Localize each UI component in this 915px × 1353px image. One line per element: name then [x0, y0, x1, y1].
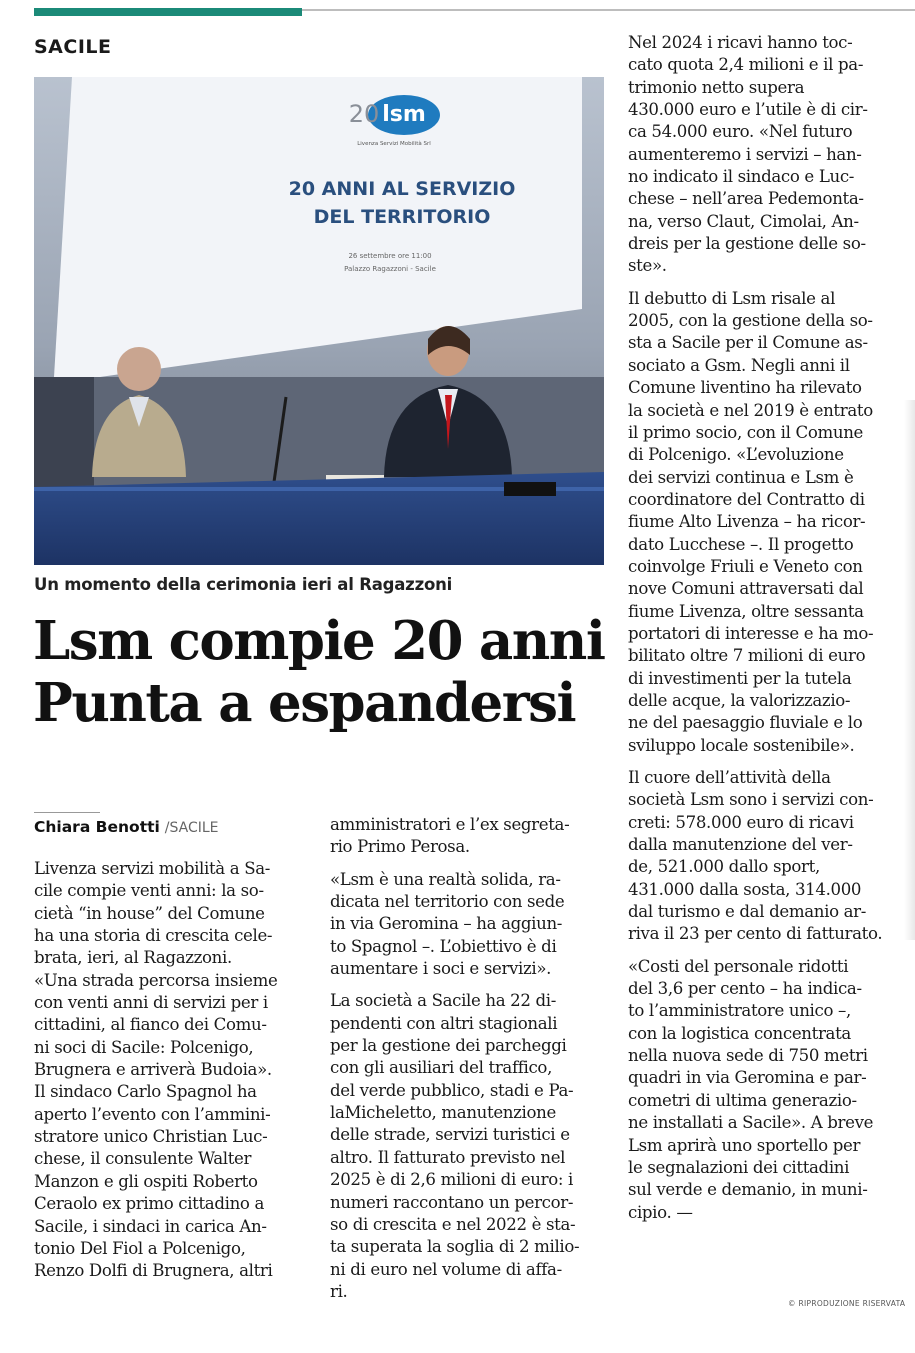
section-label: SACILE — [34, 36, 112, 58]
text-line: di investimenti per la tutela — [628, 668, 852, 688]
paragraph-gap — [628, 946, 902, 956]
logo-number: 20 — [348, 100, 380, 128]
article-column-2 — [330, 814, 600, 1303]
text-line: Il sindaco Carlo Spagnol ha — [34, 1082, 257, 1102]
text-line: cipio. — — [628, 1202, 693, 1222]
section-accent-bar — [34, 8, 302, 16]
text-line: dei servizi continua e Lsm è — [628, 467, 854, 487]
text-line: aumenteremo i servizi – han- — [628, 144, 862, 164]
text-line: sociato a Gsm. Negli anni il — [628, 355, 850, 375]
screen-title-line2: DEL TERRITORIO — [313, 206, 491, 228]
headline-line2: Punta a espandersi — [33, 672, 576, 734]
text-line: cietà “in house” del Comune — [34, 903, 265, 923]
text-line: con venti anni di servizi per i — [34, 993, 268, 1013]
text-line: delle strade, servizi turistici e — [330, 1125, 570, 1145]
text-line: del 3,6 per cento – ha indica- — [628, 979, 862, 999]
text-line: Sacile, i sindaci in carica An- — [34, 1216, 267, 1236]
text-line: ne del paesaggio fluviale e lo — [628, 713, 863, 733]
text-line: numeri raccontano un percor- — [330, 1192, 574, 1212]
text-line: «Lsm è una realtà solida, ra- — [330, 869, 561, 889]
logo-subtitle: Livenza Servizi Mobilità Srl — [357, 141, 431, 147]
text-line: amministratori e l’ex segreta- — [330, 815, 570, 834]
text-line: nella nuova sede di 750 metri — [628, 1046, 868, 1066]
text-line: Il cuore dell’attività della — [628, 768, 831, 787]
text-line: chese, il consulente Walter — [34, 1149, 252, 1169]
article-column-3 — [628, 32, 902, 1224]
text-line: sviluppo locale sostenibile». — [628, 735, 855, 755]
text-line: ni di euro nel volume di affa- — [330, 1259, 562, 1279]
text-line: ri. — [330, 1281, 348, 1301]
text-line: coinvolge Friuli e Veneto con — [628, 556, 863, 576]
text-line: Ceraolo ex primo cittadino a — [34, 1194, 265, 1214]
text-line: aperto l’evento con l’ammini- — [34, 1104, 271, 1124]
text-line: dato Lucchese –. Il progetto — [628, 534, 854, 554]
text-line: ha una storia di crescita cele- — [34, 926, 273, 946]
text-line: la società e nel 2019 è entrato — [628, 400, 873, 420]
text-line: de, 521.000 dallo sport, — [628, 857, 820, 877]
text-line: sta a Sacile per il Comune as- — [628, 333, 868, 353]
text-line: La società a Sacile ha 22 di- — [330, 991, 557, 1011]
paragraph-gap — [330, 980, 600, 990]
text-line: na, verso Claut, Cimolai, An- — [628, 211, 859, 231]
text-line: di Polcenigo. «L’evoluzione — [628, 445, 844, 465]
text-line: rio Primo Perosa. — [330, 837, 470, 857]
text-line: Lsm aprirà uno sportello per — [628, 1135, 861, 1155]
text-line: Comune liventino ha rilevato — [628, 378, 862, 398]
text-line: altro. Il fatturato previsto nel — [330, 1147, 566, 1167]
text-line: trimonio netto supera — [628, 77, 805, 97]
text-line: ste». — [628, 256, 667, 276]
text-line: dicata nel territorio con sede — [330, 892, 565, 912]
byline-separator: / — [164, 820, 170, 836]
text-line: to Spagnol –. L’obiettivo è di — [330, 936, 557, 956]
screen-date: 26 settembre ore 11:00 — [348, 252, 432, 260]
text-line: cile compie venti anni: la so- — [34, 881, 264, 901]
text-line: brata, ieri, al Ragazzoni. — [34, 948, 232, 968]
text-line: cometri di ultima generazio- — [628, 1090, 857, 1110]
screen-place: Palazzo Ragazzoni - Sacile — [344, 265, 436, 273]
text-line: del verde pubblico, stadi e Pa- — [330, 1080, 574, 1100]
headline-line1: Lsm compie 20 anni — [33, 610, 605, 672]
text-line: to l’amministratore unico –, — [628, 1001, 851, 1021]
text-line: 2005, con la gestione della so- — [628, 311, 873, 331]
page-edge-shadow — [904, 400, 915, 940]
text-line: Il debutto di Lsm risale al — [628, 288, 836, 308]
text-line: ta superata la soglia di 2 milio- — [330, 1237, 580, 1257]
text-line: con gli ausiliari del traffico, — [330, 1058, 552, 1078]
text-line: «Costi del personale ridotti — [628, 956, 849, 976]
paragraph-gap — [628, 278, 902, 288]
text-line: le segnalazioni dei cittadini — [628, 1157, 850, 1177]
text-line: Renzo Dolfi di Brugnera, altri — [34, 1261, 273, 1281]
text-line: con la logistica concentrata — [628, 1023, 851, 1043]
text-line: 431.000 dalla sosta, 314.000 — [628, 879, 862, 899]
text-line: tonio Del Fiol a Polcenigo, — [34, 1238, 246, 1258]
paragraph-gap — [330, 859, 600, 869]
text-line: Livenza servizi mobilità a Sa- — [34, 859, 271, 878]
text-line: Nel 2024 i ricavi hanno toc- — [628, 33, 853, 52]
text-line: riva il 23 per cento di fatturato. — [628, 924, 883, 944]
text-line: «Una strada percorsa insieme — [34, 970, 278, 990]
text-line: bilitato oltre 7 milioni di euro — [628, 646, 866, 666]
text-line: so di crescita e nel 2022 è sta- — [330, 1214, 576, 1234]
text-line: portatori di interesse e ha mo- — [628, 623, 874, 643]
text-line: ni soci di Sacile: Polcenigo, — [34, 1037, 254, 1057]
text-line: laMicheletto, manutenzione — [330, 1103, 556, 1123]
text-line: chese – nell’area Pedemonta- — [628, 189, 864, 209]
byline — [34, 818, 219, 836]
text-line: fiume Alto Livenza – ha ricor- — [628, 512, 866, 532]
text-line: cato quota 2,4 milioni e il pa- — [628, 55, 864, 75]
text-line: no indicato il sindaco e Luc- — [628, 167, 855, 187]
text-line: pendenti con altri stagionali — [330, 1013, 558, 1033]
screen-title-line1: 20 ANNI AL SERVIZIO — [288, 178, 516, 200]
text-line: delle acque, la valorizzazio- — [628, 690, 851, 710]
photo-caption: Un momento della cerimonia ieri al Ragazzoni — [34, 575, 453, 594]
text-line: cittadini, al fianco dei Comu- — [34, 1015, 267, 1035]
text-line: Manzon e gli ospiti Roberto — [34, 1171, 258, 1191]
text-line: dal turismo e dal demanio ar- — [628, 902, 867, 922]
text-line: 2025 è di 2,6 milioni di euro: i — [330, 1170, 573, 1190]
text-line: dalla manutenzione del ver- — [628, 835, 853, 855]
text-line: nove Comuni attraversati dal — [628, 579, 864, 599]
text-line: in via Geromina – ha aggiun- — [330, 914, 563, 934]
copyright-notice: © RIPRODUZIONE RISERVATA — [788, 1299, 906, 1308]
text-line: quadri in via Geromina e par- — [628, 1068, 867, 1088]
byline-place: SACILE — [169, 820, 219, 836]
text-line: coordinatore del Contratto di — [628, 489, 865, 509]
text-line: stratore unico Christian Luc- — [34, 1127, 268, 1147]
text-line: ca 54.000 euro. «Nel futuro — [628, 122, 853, 142]
text-line: creti: 578.000 euro di ricavi — [628, 812, 854, 832]
text-line: 430.000 euro e l’utile è di cir- — [628, 100, 868, 120]
text-line: fiume Livenza, oltre sessanta — [628, 601, 864, 621]
text-line: ne installati a Sacile». A breve — [628, 1113, 874, 1133]
article-photo — [34, 77, 604, 565]
logo-text: lsm — [382, 102, 426, 127]
text-line: sul verde e demanio, in muni- — [628, 1180, 868, 1200]
text-line: aumentare i soci e servizi». — [330, 959, 552, 979]
text-line: dreis per la gestione delle so- — [628, 234, 866, 254]
byline-rule — [34, 812, 100, 813]
paragraph-gap — [628, 757, 902, 767]
text-line: Brugnera e arriverà Budoia». — [34, 1060, 272, 1080]
text-line: il primo socio, con il Comune — [628, 422, 863, 442]
headline — [33, 610, 613, 734]
article-column-1 — [34, 858, 304, 1283]
byline-author: Chiara Benotti — [34, 818, 160, 836]
text-line: società Lsm sono i servizi con- — [628, 790, 874, 810]
text-line: per la gestione dei parcheggi — [330, 1036, 567, 1056]
